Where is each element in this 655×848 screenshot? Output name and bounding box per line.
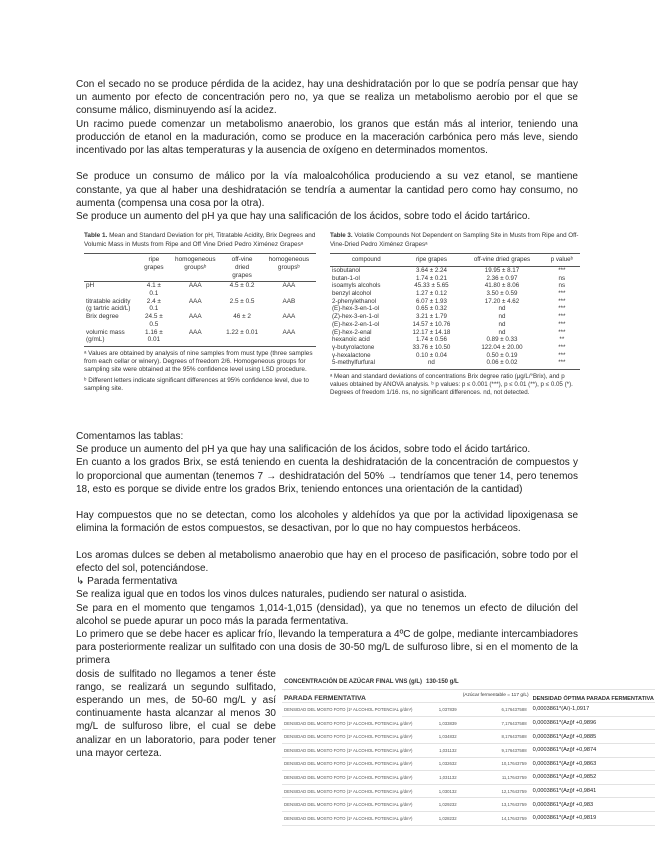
table-cell: 1,028232 (424, 811, 461, 825)
table-3-title: Volatile Compounds Not Dependent on Sampling Site in Musts from Ripe and Off-Vine-Dried Pedro Ximénez Grapesᵃ (330, 232, 579, 248)
table-cell: AAA (262, 329, 316, 347)
table-row (330, 336, 580, 344)
table-cell: *** (558, 351, 566, 359)
table-cell: ns (558, 274, 566, 282)
table-cell: DENSIDAD DEL MOSTO FOTO (1º ALCOHOL POTENCIAL g/dm³) (282, 716, 424, 730)
table-1-header: ripe grapes (140, 254, 169, 282)
table-cell: *** (558, 290, 566, 297)
final-sugar-value: 130-150 g/L (424, 676, 461, 689)
table-row (282, 743, 655, 757)
table-cell: 33.76 ± 10.50 (412, 343, 451, 351)
table-row (330, 321, 580, 329)
table-cell: nd (498, 313, 506, 321)
table-row (84, 313, 316, 328)
final-sugar-label: CONCENTRACIÓN DE AZÚCAR FINAL VNS (g/L) (282, 676, 424, 689)
table-cell: 1,030132 (424, 784, 461, 798)
table-1-title: Mean and Standard Deviation for pH, Titratable Acidity, Brix Degrees and Volumic Mass in Musts from Ripe and Off Vine Dried Pedro Ximénez Grapesᵃ (84, 232, 316, 248)
table-cell: butan-1-ol (332, 274, 360, 282)
table-cell: 1,032632 (424, 757, 461, 771)
table-cell: 2.36 ± 0.97 (486, 274, 518, 282)
table-cell: 19.95 ± 8.17 (484, 266, 520, 274)
paragraph-ph: Se produce un aumento del pH ya que hay una salificación de los ácidos, sobre todo el ácido tartárico. (76, 210, 531, 222)
table-cell: 0,0003861*(Azj)f +0,9896 (531, 716, 655, 730)
table-1-footnote-a: ᵃ Values are obtained by analysis of nine samples from must type (three samples from each cellar or winery). Degrees of freedom 2/6. Homogeneous groups for sampling site were obtained at the 95% confidence level using LSD procedure. (84, 349, 313, 373)
paragraph-compounds: Hay compuestos que no se detectan, como los alcoholes y aldehídos ya que por la actividad lipoxigenasa se elimina la formación de estos compuestos, se desactivan, por lo que no hay compuestos herbáceos. (76, 510, 578, 535)
table-cell: 0.50 ± 0.19 (486, 351, 518, 359)
table-cell: 2.4 ± 0.1 (146, 297, 161, 313)
table-cell: 45.33 ± 5.65 (414, 282, 449, 290)
table-cell: *** (558, 313, 566, 321)
paragraph-acidity: Con el secado no se produce pérdida de la acidez, hay una deshidratación por lo que se podría pensar que hay un aumento por efecto de concentración pero no, ya que se realiza un metabolismo aerobio por el que se consume málico, disminuyendo así la acidez. (76, 79, 578, 117)
table-cell: DENSIDAD DEL MOSTO FOTO (1º ALCOHOL POTENCIAL g/dm³) (282, 811, 424, 825)
table-cell: 1.74 ± 0.56 (415, 336, 447, 344)
table-cell: Brix degree (86, 313, 119, 321)
table-cell: 12,17643759 (461, 784, 531, 798)
table-cell: 1,033839 (424, 716, 461, 730)
table-cell: 1.16 ± 0.01 (140, 329, 169, 347)
table-3-label: Table 3. (330, 232, 353, 239)
table-cell: 0,0003861*(Azj)f +0,9874 (531, 743, 655, 757)
paragraph-aromas: Los aromas dulces se deben al metabolismo anaerobio que hay en el proceso de pasificación, sobre todo por el efecto del sol, potenciándose. (76, 549, 578, 574)
table-3-header: p valueᵇ (544, 254, 580, 267)
table-row (282, 771, 655, 785)
table-row (330, 266, 580, 274)
parada-fermentativa-header: PARADA FERMENTATIVA (282, 689, 424, 703)
table-3-header: compound (330, 254, 403, 267)
table-row (330, 282, 580, 290)
table-3 (330, 232, 580, 397)
table-cell: 0,0003861*(Azj)f +0,9863 (531, 757, 655, 771)
table-cell: isoamyls alcohols (332, 282, 381, 290)
table-cell: 1.74 ± 0.21 (415, 274, 447, 282)
table-cell: 46 ± 2 (233, 313, 251, 321)
table-1-label: Table 1. (84, 232, 108, 239)
table-cell: γ-hexalactone (332, 351, 371, 359)
table-cell: DENSIDAD DEL MOSTO FOTO (1º ALCOHOL POTENCIAL g/dm³) (282, 798, 424, 812)
table-row (282, 703, 655, 717)
table-cell: DENSIDAD DEL MOSTO FOTO (1º ALCOHOL POTENCIAL g/dm³) (282, 771, 424, 785)
table-cell: AAB (282, 297, 296, 305)
paragraph-tables-intro: Comentamos las tablas: (76, 431, 184, 442)
table-cell: *** (558, 320, 566, 328)
table-cell: *** (558, 343, 566, 351)
table-row (330, 275, 580, 283)
table-cell: 17.20 ± 4.62 (484, 297, 520, 305)
table-cell: *** (558, 297, 566, 305)
table-cell: 2.5 ± 0.5 (229, 297, 255, 305)
table-1-header: homogeneous groupsᵇ (262, 254, 316, 282)
table-cell: *** (558, 266, 566, 274)
table-cell: 7,176437588 (461, 716, 531, 730)
table-cell: 0,0003861*(Azj)f +0,9841 (531, 784, 655, 798)
paragraph-ph-comment: Se produce un aumento del pH ya que hay una salificación de los ácidos, sobre todo el ácido tartárico. (76, 444, 531, 456)
table-cell: titratable acidity (g tartric acid/L) (86, 297, 131, 313)
table-cell: DENSIDAD DEL MOSTO FOTO (1º ALCOHOL POTENCIAL g/dm³) (282, 784, 424, 798)
table-cell: 1,037839 (424, 703, 461, 717)
table-1-caption (84, 232, 316, 249)
table-cell: hexanoic acid (332, 336, 370, 344)
table-cell: *** (558, 328, 566, 336)
table-row (330, 313, 580, 321)
table-cell: AAA (188, 313, 202, 321)
paragraph-brix: En cuanto a los grados Brix, se está teniendo en cuenta la deshidratación de la concentración de compuestos y lo proporcional que aumentan (tenemos 7 → deshidratación del 50% → tendríamos que tener 14, pero tenemos 18, esto es porque se divide entre los grados Brix, teniendo entonces una orientación de la cantidad) (76, 457, 578, 495)
table-cell: (Z)-hex-3-en-1-ol (332, 313, 379, 321)
table-row (330, 352, 580, 360)
table-3-footnote: ᵃ Mean and standard deviations of concentrations Brix degree ratio (μg/L/°Brix), and p values obtained by ANOVA analysis. ᵇ p values: p ≤ 0.001 (***), p ≤ 0.01 (**), p ≤ 0.05 (*). Degrees of freedom 1/16. ns, no significant differences. nd, not detected. (330, 373, 573, 397)
table-cell: γ-butyrolactone (332, 343, 375, 351)
table-cell: nd (498, 320, 506, 328)
table-cell: (E)-hex-2-en-1-ol (332, 320, 380, 328)
table-cell: 3.50 ± 0.59 (486, 290, 518, 297)
table-cell: isobutanol (332, 266, 361, 274)
table-cell: 4.5 ± 0.2 (229, 282, 255, 290)
table-cell: 14.57 ± 10.76 (412, 320, 451, 328)
table-row (330, 298, 580, 306)
table-row (330, 305, 580, 313)
table-cell: 6,176437588 (461, 703, 531, 717)
table-cell: 5-methylfurfural (330, 359, 403, 369)
table-row (330, 329, 580, 337)
table-cell: 12.17 ± 14.18 (412, 328, 451, 336)
table-cell: 1,034832 (424, 730, 461, 744)
table-cell: DENSIDAD DEL MOSTO FOTO (1º ALCOHOL POTENCIAL g/dm³) (282, 757, 424, 771)
table-cell: AAA (282, 313, 296, 321)
table-cell: ns (558, 282, 566, 290)
table-1-header: homogeneous groupsᵇ (168, 254, 222, 282)
table-row (282, 784, 655, 798)
fermentable-sugar-note: (Azúcar fermentable = 117 g/L) (461, 689, 531, 703)
table-row (282, 730, 655, 744)
table-cell: 122.04 ± 20.00 (481, 343, 523, 351)
table-cell: 0.06 ± 0.02 (460, 359, 543, 369)
table-cell: 24.5 ± 0.5 (144, 313, 163, 328)
table-cell: 13,17643759 (461, 798, 531, 812)
table-cell: volumic mass (g/mL) (84, 329, 140, 347)
fermentation-table-header (282, 689, 655, 703)
table-cell: 11,17643759 (461, 771, 531, 785)
table-3-caption (330, 232, 580, 249)
table-row (84, 298, 316, 313)
table-cell: 0.65 ± 0.32 (415, 305, 447, 313)
table-row (330, 359, 580, 369)
table-row (330, 344, 580, 352)
table-cell: 6.07 ± 1.93 (415, 297, 447, 305)
table-1-footnote-b: ᵇ Different letters indicate significant differences at 95% confidence level, due to sampling site. (84, 376, 309, 392)
table-cell: (E)-hex-2-enal (332, 328, 372, 336)
table-cell: 3.64 ± 2.24 (415, 266, 447, 274)
table-3-header: ripe grapes (403, 254, 461, 267)
table-cell: *** (544, 359, 580, 369)
table-row (282, 716, 655, 730)
table-row (84, 282, 316, 298)
optimal-density-header: DENSIDAD ÓPTIMA PARADA FERMENTATIVA (531, 689, 655, 703)
table-cell: 41.80 ± 8.06 (484, 282, 520, 290)
table-cell: AAA (188, 282, 202, 290)
table-cell: AAA (168, 329, 222, 347)
table-row (282, 811, 655, 825)
fermentation-table-top-row (282, 676, 655, 689)
table-cell: 10,17643759 (461, 757, 531, 771)
table-cell: DENSIDAD DEL MOSTO FOTO (1º ALCOHOL POTENCIAL g/dm³) (282, 703, 424, 717)
table-cell: 1,031132 (424, 771, 461, 785)
table-row (282, 798, 655, 812)
table-cell: 0,0003861*(Azj)f +0,9852 (531, 771, 655, 785)
fermentation-table (282, 676, 654, 826)
table-row (282, 757, 655, 771)
table-cell: nd (403, 359, 461, 369)
table-cell: 1.22 ± 0.01 (222, 329, 261, 347)
table-3-header: off-vine dried grapes (460, 254, 543, 267)
table-1 (84, 232, 316, 393)
table-cell: (E)-hex-3-en-1-ol (332, 305, 380, 313)
table-cell: pH (86, 282, 95, 290)
table-cell: 1.27 ± 0.12 (415, 290, 447, 297)
table-cell: benzyl alcohol (332, 290, 372, 297)
table-cell: 4.1 ± 0.1 (146, 282, 161, 297)
table-cell: 3.21 ± 1.79 (415, 313, 447, 321)
table-cell: 0.89 ± 0.33 (486, 336, 518, 344)
table-cell: 8,176437588 (461, 730, 531, 744)
section-heading-parada: ↳ Parada fermentativa (76, 576, 178, 588)
table-cell: nd (498, 305, 506, 313)
table-cell: AAA (188, 297, 202, 305)
table-cell: *** (558, 305, 566, 313)
table-cell: DENSIDAD DEL MOSTO FOTO (1º ALCOHOL POTENCIAL g/dm³) (282, 730, 424, 744)
paragraph-anaerobic: Un racimo puede comenzar un metabolismo anaerobio, los granos que están más al interior, teniendo una producción de etanol en la maduración, como se produce en la maceración carbónica pero más leve, siendo incentivado por las altas temperaturas y la ausencia de oxígeno en determinados momentos. (76, 118, 578, 156)
table-cell: DENSIDAD DEL MOSTO FOTO (1º ALCOHOL POTENCIAL g/dm³) (282, 743, 424, 757)
table-cell: 1,029232 (424, 798, 461, 812)
paragraph-sulfiting: dosis de sulfitado no llegamos a tener éste rango, se realizará un segundo sulfitado, esperando un mes, de 50-60 mg/L y así continuamente hasta alcanzar al menos 30 mg/L de sulfuroso libre, el cual se debe analizar en un laboratorio, para poder tener una mayor certeza. (76, 668, 276, 759)
table-cell: nd (498, 328, 506, 336)
table-cell: 9,176437588 (461, 743, 531, 757)
table-1-header (84, 254, 140, 282)
paragraph-cooling: Lo primero que se debe hacer es aplicar frío, llevando la temperatura a 4ºC de golpe, mediante intercambiadores para posteriormente realizar un sulfitado con una dosis de 30-50 mg/L de sulfuroso libre, si en el momento de la primera (76, 629, 578, 667)
table-cell: 0,0003861*(A/)-1,0917 (531, 703, 655, 717)
table-cell: 1,031132 (424, 743, 461, 757)
table-cell: 2-phenylethanol (332, 297, 377, 305)
table-cell: ** (559, 336, 565, 344)
table-cell: 0,0003861*(Azj)f +0,983 (531, 798, 655, 812)
table-cell: 0,0003861*(Azj)f +0,9819 (531, 811, 655, 825)
table-cell: 14,17643759 (461, 811, 531, 825)
paragraph-density: Se para en el momento que tengamos 1,014-1,015 (densidad), ya que no tenemos un efecto de dilución del alcohol se puede apurar un poco más la parada fermentativa. (76, 602, 578, 627)
table-cell: 0.10 ± 0.04 (415, 351, 447, 359)
table-cell: AAA (282, 282, 296, 290)
table-cell: 0,0003861*(Azj)f +0,9885 (531, 730, 655, 744)
paragraph-malic: Se produce un consumo de málico por la vía maloalcohólica produciendo a su vez etanol, se mantiene constante, ya que al haber una deshidratación se tendría a aumentar la cantidad pero como hay consumo, no aumenta (compensa una cosa por la otra). (76, 171, 578, 209)
table-1-header: off-vine dried grapes (222, 254, 261, 282)
paragraph-natural: Se realiza igual que en todos los vinos dulces naturales, pudiendo ser natural o asistida. (76, 589, 467, 601)
table-row (84, 329, 316, 347)
table-row (330, 290, 580, 298)
